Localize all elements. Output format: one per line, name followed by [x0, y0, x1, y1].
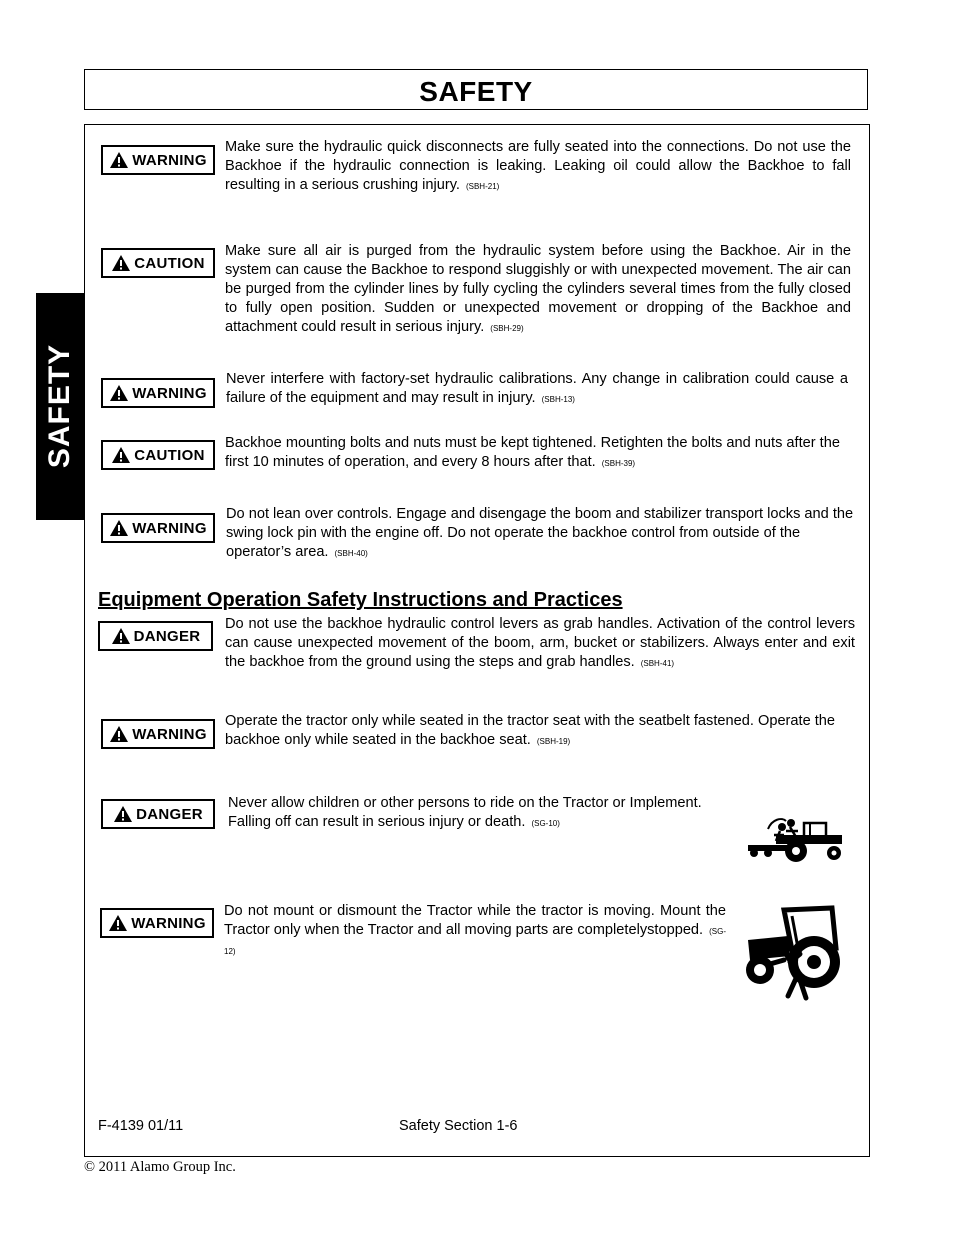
warning-badge — [101, 719, 215, 749]
header-box — [84, 69, 868, 110]
safety-message — [225, 138, 851, 196]
message-code: (SBH-39) — [601, 459, 636, 468]
message-text: Do not lean over controls. Engage and disengage the boom and stabilizer transport locks and the swing lock pin with the engine off. Do not operate the backhoe control from outside of the operator’s area. — [226, 506, 854, 560]
message-code: (SBH-19) — [536, 737, 571, 746]
message-text: Make sure the hydraulic quick disconnects are fully seated into the connections. Do not use the Backhoe if the hydraulic connection is leaking. Leaking oil could allow the Backhoe to fall resulting in a serious crushing injury. — [225, 139, 851, 193]
warning-badge — [101, 378, 215, 408]
badge-label: WARNING — [132, 151, 207, 169]
message-code: (SBH-21) — [465, 182, 500, 191]
badge-label: WARNING — [132, 725, 207, 743]
alert-triangle-icon — [109, 725, 129, 743]
message-text: Do not mount or dismount the Tractor while the tractor is moving. Mount the Tractor only when the Tractor and all moving parts are completelystopped. — [224, 903, 726, 938]
badge-label: WARNING — [132, 519, 207, 537]
badge-label: WARNING — [132, 384, 207, 402]
danger-badge — [101, 799, 215, 829]
alert-triangle-icon — [113, 805, 133, 823]
message-text: Make sure all air is purged from the hydraulic system before using the Backhoe. Air in the system can cause the Backhoe to respond sluggishly or with unexpected movement. The air can be purged from the cylinder lines by fully cycling the cylinders several times from the fully closed to fully open position. Sudden or unexpected movement or dropping of the Backhoe and attachment could result in serious injury. — [225, 243, 851, 335]
badge-label: DANGER — [136, 805, 203, 823]
section-heading: Equipment Operation Safety Instructions and Practices — [98, 589, 623, 611]
message-text: Backhoe mounting bolts and nuts must be kept tightened. Retighten the bolts and nuts after the first 10 minutes of operation, and every 8 hours after that. — [225, 435, 840, 470]
alert-triangle-icon — [109, 151, 129, 169]
safety-message — [225, 434, 855, 473]
alert-triangle-icon — [109, 519, 129, 537]
page-label: Safety Section 1-6 — [399, 1118, 518, 1134]
message-text: Operate the tractor only while seated in the tractor seat with the seatbelt fastened. Operate the backhoe only while seated in the backhoe seat. — [225, 713, 836, 748]
warning-badge — [101, 513, 215, 543]
message-code: (SG-12) — [224, 927, 726, 956]
message-text: Never allow children or other persons to ride on the Tractor or Implement. Falling off can result in serious injury or death. — [228, 795, 702, 830]
badge-label: DANGER — [133, 627, 201, 645]
safety-message — [226, 505, 854, 563]
message-text: Do not use the backhoe hydraulic control levers as grab handles. Activation of the control levers can cause unexpected movement of the boom, arm, bucket or stabilizers. Always enter and exit the backhoe from the ground using the steps and grab handles. — [225, 616, 855, 670]
alert-triangle-icon — [108, 914, 128, 932]
safety-message — [224, 902, 726, 961]
alert-triangle-icon — [111, 254, 131, 272]
message-code: (SG-10) — [531, 819, 560, 828]
warning-badge — [101, 145, 215, 175]
warning-badge — [100, 908, 214, 938]
safety-message — [228, 794, 738, 833]
riders-on-tractor-illustration-icon — [746, 815, 846, 863]
badge-label: CAUTION — [134, 254, 205, 272]
caution-badge — [101, 440, 215, 470]
page-title: SAFETY — [419, 76, 533, 107]
safety-message — [226, 370, 848, 409]
safety-message — [225, 712, 855, 751]
alert-triangle-icon — [109, 384, 129, 402]
dismount-moving-tractor-illustration-icon — [740, 904, 848, 1004]
alert-triangle-icon — [111, 446, 131, 464]
caution-badge — [101, 248, 215, 278]
badge-label: CAUTION — [134, 446, 205, 464]
message-code: (SBH-13) — [541, 395, 575, 404]
copyright: © 2011 Alamo Group Inc. — [84, 1159, 236, 1175]
message-code: (SBH-41) — [640, 659, 675, 668]
section-side-tab — [36, 293, 84, 520]
message-code: (SBH-40) — [334, 549, 368, 558]
danger-badge — [98, 621, 213, 651]
safety-message — [225, 242, 851, 338]
side-tab-label: SAFETY — [43, 343, 76, 469]
alert-triangle-icon — [111, 627, 131, 645]
document-number: F-4139 01/11 — [98, 1118, 184, 1134]
badge-label: WARNING — [131, 914, 206, 932]
message-text: Never interfere with factory-set hydraulic calibrations. Any change in calibration could cause a failure of the equipment and may result in injury. — [226, 371, 848, 406]
message-code: (SBH-29) — [490, 324, 524, 333]
safety-message — [225, 615, 855, 673]
